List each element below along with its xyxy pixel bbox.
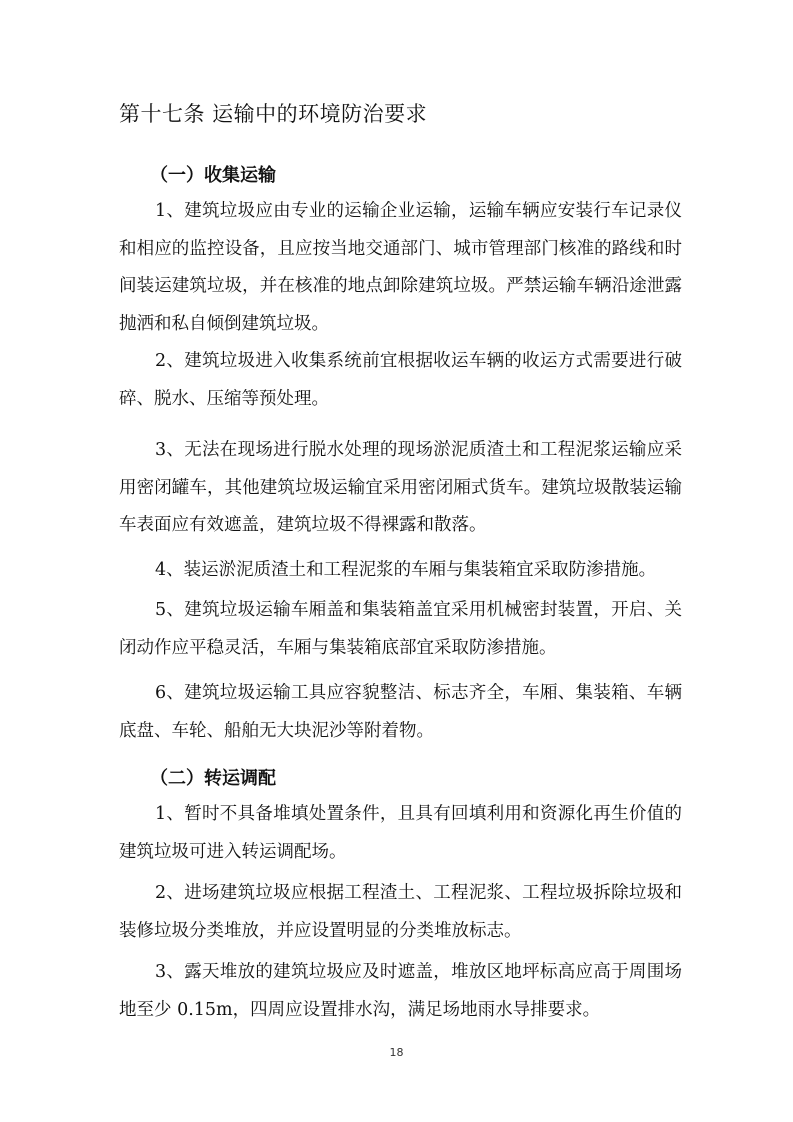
article-title: 第十七条 运输中的环境防治要求 (119, 102, 428, 126)
paragraph-2-1: 1、暂时不具备堆填处置条件，且具有回填利用和资源化再生价值的建筑垃圾可进入转运调配场。 (119, 804, 682, 862)
paragraph-2-3: 3、露天堆放的建筑垃圾应及时遮盖，堆放区地坪标高应高于周围场地至少 0.15m，四周应设置排水沟，满足场地雨水导排要求。 (119, 962, 682, 1020)
paragraph-1-3: 3、无法在现场进行脱水处理的现场淤泥质渣土和工程泥浆运输应采用密闭罐车，其他建筑垃圾运输宜采用密闭厢式货车。建筑垃圾散装运输车表面应有效遮盖，建筑垃圾不得裸露和散落。 (119, 440, 682, 535)
section-heading-collection: （一）收集运输 (150, 165, 276, 186)
section-heading-transfer: （二）转运调配 (150, 768, 276, 789)
paragraph-2-2: 2、进场建筑垃圾应根据工程渣土、工程泥浆、工程垃圾拆除垃圾和装修垃圾分类堆放，并应设置明显的分类堆放标志。 (119, 883, 682, 941)
paragraph-1-5: 5、建筑垃圾运输车厢盖和集装箱盖宜采用机械密封装置，开启、关闭动作应平稳灵活，车厢与集装箱底部宜采取防渗措施。 (119, 600, 682, 658)
paragraph-1-2: 2、建筑垃圾进入收集系统前宜根据收运车辆的收运方式需要进行破碎、脱水、压缩等预处理。 (119, 351, 682, 409)
paragraph-1-1: 1、建筑垃圾应由专业的运输企业运输，运输车辆应安装行车记录仪和相应的监控设备，且应按当地交通部门、城市管理部门核准的路线和时间装运建筑垃圾，并在核准的地点卸除建筑垃圾。严禁运输车辆沿途泄露抛洒和私自倾倒建筑垃圾。 (119, 201, 682, 334)
paragraph-1-4: 4、装运淤泥质渣土和工程泥浆的车厢与集装箱宜采取防渗措施。 (155, 560, 657, 580)
page-number: 18 (389, 1046, 404, 1059)
paragraph-1-6: 6、建筑垃圾运输工具应容貌整洁、标志齐全，车厢、集装箱、车辆底盘、车轮、船舶无大块泥沙等附着物。 (119, 683, 682, 741)
